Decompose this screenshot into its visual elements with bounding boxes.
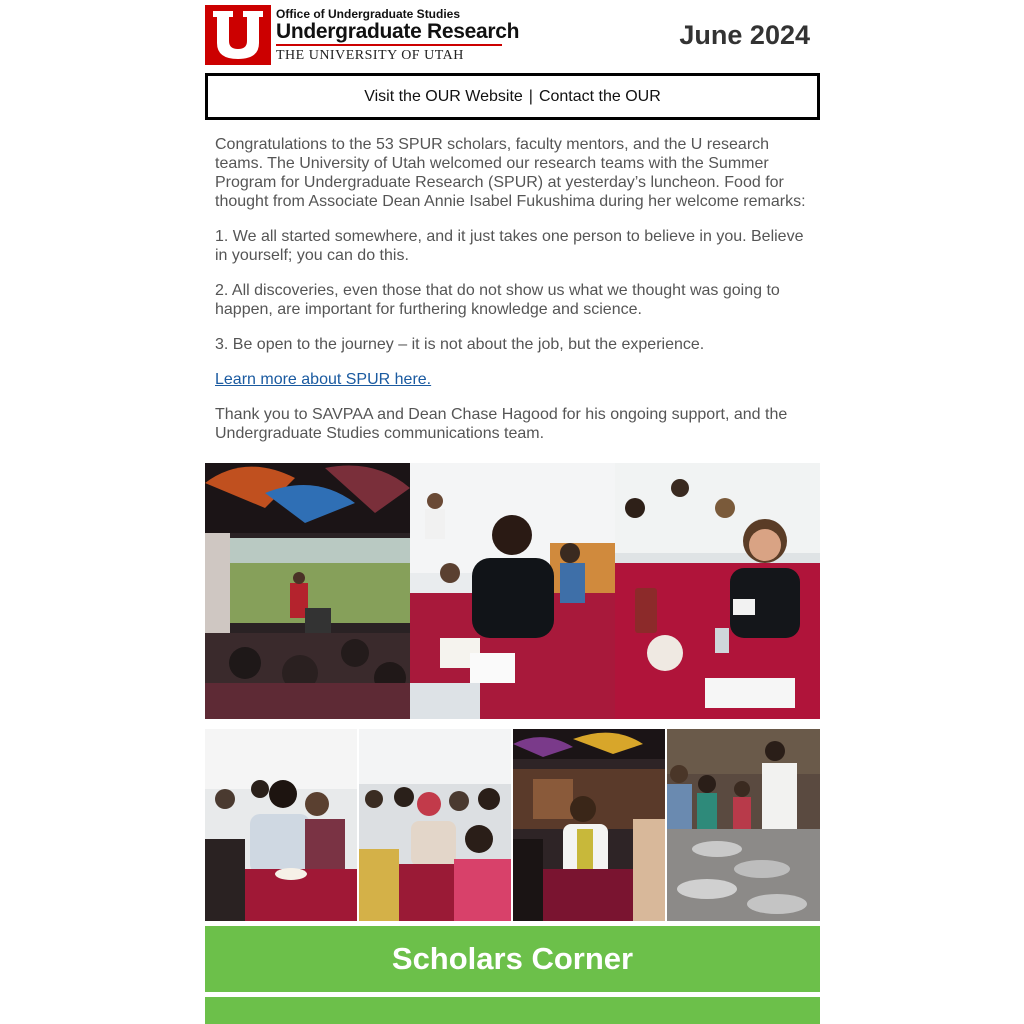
photo-row-2 (205, 729, 820, 921)
registered-mark: ® (260, 56, 266, 65)
thanks-paragraph: Thank you to SAVPAA and Dean Chase Hagood for his ongoing support, and the Undergraduate Studies communications team. (215, 406, 788, 442)
point-two: 2. All discoveries, even those that do not show us what we thought was going to happen, are important for furthering knowledge and science. (215, 282, 780, 318)
student-seated-smiling-photo (615, 463, 820, 719)
student-smiling-at-table-photo (410, 463, 615, 719)
buffet-line-photo (667, 729, 820, 921)
issue-date: June 2024 (679, 20, 810, 50)
speaker-at-podium-photo (205, 463, 410, 719)
our-website-link[interactable]: Visit the OUR Website (364, 87, 523, 105)
nav-bar (205, 73, 820, 120)
brand-divider (276, 44, 502, 46)
students-dining-photo (205, 729, 357, 921)
next-section-banner (205, 997, 820, 1024)
learn-more-spur-link[interactable]: Learn more about SPUR here. (215, 371, 432, 388)
intro-paragraph: Congratulations to the 53 SPUR scholars, faculty mentors, and the U research teams. The University of Utah welcomed our research teams with the Summer Program for Undergraduate Research (SPUR) at yesterday’s luncheon. Food for thought from Associate Dean Annie Isabel Fukushima during her welcome remarks: (215, 136, 806, 210)
point-one: 1. We all started somewhere, and it just takes one person to believe in you. Believe in yourself; you can do this. (215, 228, 804, 264)
point-three: 3. Be open to the journey – it is not about the job, but the experience. (215, 336, 705, 353)
contact-our-link[interactable]: Contact the OUR (538, 87, 661, 105)
header (205, 0, 820, 70)
photo-row-1 (205, 463, 820, 719)
student-in-white-blazer-photo (513, 729, 665, 921)
office-name: Office of Undergraduate Studies (276, 7, 461, 21)
article-body (215, 135, 813, 459)
scholars-corner-banner: Scholars Corner (205, 926, 820, 992)
university-name: THE UNIVERSITY OF UTAH (276, 48, 464, 63)
program-name: Undergraduate Research (276, 20, 520, 43)
nav-separator: | (528, 87, 533, 105)
guests-at-tables-photo (359, 729, 511, 921)
newsletter (205, 0, 820, 976)
